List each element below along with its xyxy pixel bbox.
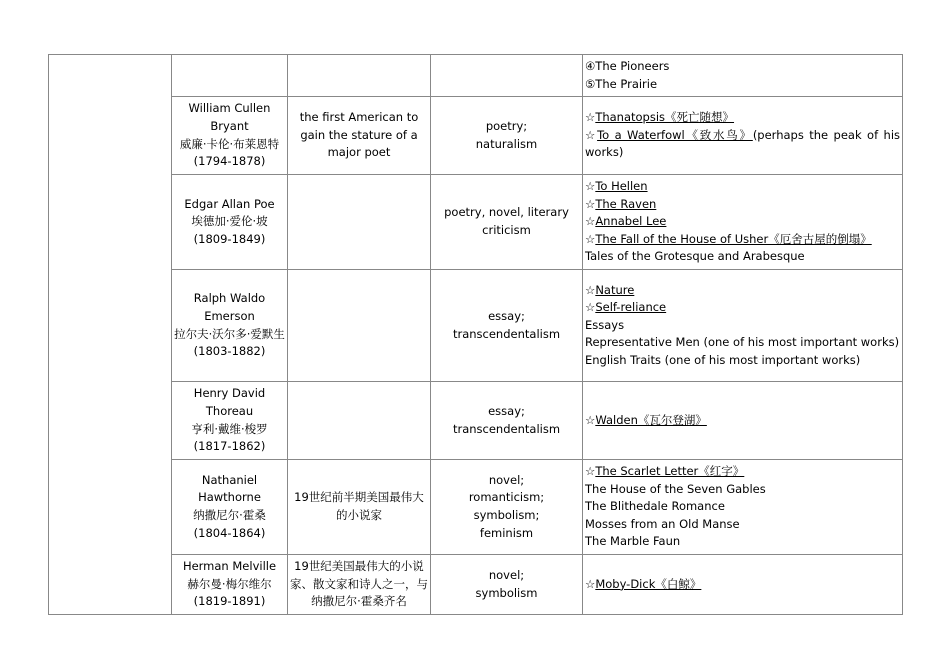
star-icon: ☆ bbox=[585, 300, 596, 315]
work-title: The Marble Faun bbox=[585, 534, 681, 549]
position-cell bbox=[288, 270, 431, 382]
work-item bbox=[585, 248, 900, 266]
author-cn: 赫尔曼·梅尔维尔 bbox=[187, 576, 272, 591]
work-item bbox=[585, 231, 900, 249]
work-title: Moby-Dick《白鲸》 bbox=[595, 576, 702, 591]
work-title: Self-reliance bbox=[595, 300, 667, 315]
work-item bbox=[585, 334, 900, 352]
author-name: Herman Melville bbox=[182, 559, 277, 574]
work-item bbox=[585, 58, 900, 76]
star-icon: ☆ bbox=[585, 127, 598, 142]
author-cell bbox=[172, 97, 288, 175]
works-cell bbox=[583, 555, 903, 615]
work-item bbox=[585, 481, 900, 499]
work-item bbox=[585, 498, 900, 516]
works-cell bbox=[583, 382, 903, 460]
author-years: (1819-1891) bbox=[193, 594, 266, 609]
star-icon: ☆ bbox=[585, 464, 596, 479]
author-name: Henry David Thoreau bbox=[193, 386, 266, 418]
work-item bbox=[585, 516, 900, 534]
author-cell bbox=[172, 555, 288, 615]
position-cell bbox=[288, 382, 431, 460]
work-item bbox=[585, 109, 900, 127]
work-item bbox=[585, 282, 900, 300]
author-cell bbox=[172, 55, 288, 97]
work-title: Walden《瓦尔登湖》 bbox=[595, 412, 707, 427]
position-cell bbox=[288, 55, 431, 97]
work-title: The Scarlet Letter《红字》 bbox=[595, 464, 745, 479]
work-title: Mosses from an Old Manse bbox=[585, 516, 740, 531]
genre-cell bbox=[431, 55, 583, 97]
star-icon: ☆ bbox=[585, 576, 596, 591]
genre-cell: essay; transcendentalism bbox=[431, 270, 583, 382]
work-title: ⑤The Prairie bbox=[585, 76, 658, 91]
work-title: The House of the Seven Gables bbox=[585, 481, 766, 496]
work-item bbox=[585, 576, 900, 594]
table-row bbox=[49, 555, 903, 615]
author-name: Nathaniel Hawthorne bbox=[198, 472, 261, 505]
literature-table bbox=[48, 54, 903, 615]
works-cell bbox=[583, 97, 903, 175]
work-title: Annabel Lee bbox=[595, 214, 667, 229]
table-row bbox=[49, 175, 903, 270]
star-icon: ☆ bbox=[585, 179, 596, 194]
author-years: (1809-1849) bbox=[193, 231, 266, 246]
genre-cell: novel; romanticism; symbolism; feminism bbox=[431, 460, 583, 555]
table-row bbox=[49, 55, 903, 97]
author-cn: 亨利·戴维·梭罗 bbox=[191, 421, 268, 436]
author-cn: 拉尔夫·沃尔多·爱默生 bbox=[174, 326, 285, 341]
author-cell bbox=[172, 460, 288, 555]
work-title: The Fall of the House of Usher《厄舍古屋的倒塌》 bbox=[595, 231, 872, 246]
work-title: Essays bbox=[585, 317, 625, 332]
work-item bbox=[585, 213, 900, 231]
author-name: Edgar Allan Poe bbox=[184, 196, 275, 211]
work-item bbox=[585, 127, 900, 162]
position-cell: 19世纪美国最伟大的小说家、散文家和诗人之一，与纳撒尼尔·霍桑齐名 bbox=[288, 555, 431, 615]
work-title: Thanatopsis《死亡随想》 bbox=[595, 110, 735, 125]
work-title: To Hellen bbox=[595, 179, 648, 194]
author-name: Ralph Waldo Emerson bbox=[193, 291, 266, 323]
author-name: William Cullen Bryant bbox=[188, 101, 271, 133]
table-row bbox=[49, 270, 903, 382]
star-icon: ☆ bbox=[585, 214, 596, 229]
genre-cell: novel; symbolism bbox=[431, 555, 583, 615]
author-cn: 威廉·卡伦·布莱恩特 bbox=[179, 136, 280, 151]
position-cell: the first American to gain the stature of a major poet bbox=[288, 97, 431, 175]
work-item bbox=[585, 317, 900, 335]
star-icon: ☆ bbox=[585, 231, 596, 246]
author-years: (1803-1882) bbox=[193, 344, 266, 359]
work-title: English Traits (one of his most important works) bbox=[585, 352, 861, 367]
works-cell bbox=[583, 460, 903, 555]
star-icon: ☆ bbox=[585, 282, 596, 297]
genre-cell: poetry, novel, literary criticism bbox=[431, 175, 583, 270]
author-years: (1794-1878) bbox=[193, 154, 266, 169]
table-row bbox=[49, 382, 903, 460]
works-cell bbox=[583, 270, 903, 382]
star-icon: ☆ bbox=[585, 412, 596, 427]
work-title: ④The Pioneers bbox=[585, 58, 670, 73]
author-cell bbox=[172, 382, 288, 460]
author-cell bbox=[172, 270, 288, 382]
author-cn: 纳撒尼尔·霍桑 bbox=[193, 508, 266, 522]
table-row bbox=[49, 97, 903, 175]
position-cell: 19世纪前半期美国最伟大的小说家 bbox=[288, 460, 431, 555]
works-cell bbox=[583, 175, 903, 270]
work-item bbox=[585, 412, 900, 430]
work-title: Representative Men (one of his most important works) bbox=[585, 335, 900, 350]
works-cell bbox=[583, 55, 903, 97]
work-item bbox=[585, 352, 900, 370]
table-body bbox=[49, 55, 903, 615]
work-item bbox=[585, 76, 900, 94]
genre-cell: essay; transcendentalism bbox=[431, 382, 583, 460]
category-cell bbox=[49, 55, 172, 615]
work-title: Tales of the Grotesque and Arabesque bbox=[585, 249, 805, 264]
author-years: (1804-1864) bbox=[193, 525, 266, 540]
position-cell bbox=[288, 175, 431, 270]
work-note: (perhaps the peak of his works) bbox=[585, 127, 901, 160]
work-item bbox=[585, 299, 900, 317]
work-item bbox=[585, 533, 900, 551]
star-icon: ☆ bbox=[585, 110, 596, 125]
genre-cell: poetry; naturalism bbox=[431, 97, 583, 175]
author-cn: 埃德加·爱伦·坡 bbox=[191, 214, 268, 229]
work-item bbox=[585, 463, 900, 481]
star-icon: ☆ bbox=[585, 196, 596, 211]
work-item bbox=[585, 178, 900, 196]
author-cell bbox=[172, 175, 288, 270]
work-title: Nature bbox=[595, 282, 635, 297]
author-years: (1817-1862) bbox=[193, 439, 266, 454]
work-title: The Blithedale Romance bbox=[585, 499, 725, 514]
table-row bbox=[49, 460, 903, 555]
work-title: To a Waterfowl《致水鸟》 bbox=[597, 127, 753, 142]
work-item bbox=[585, 196, 900, 214]
work-title: The Raven bbox=[595, 196, 657, 211]
